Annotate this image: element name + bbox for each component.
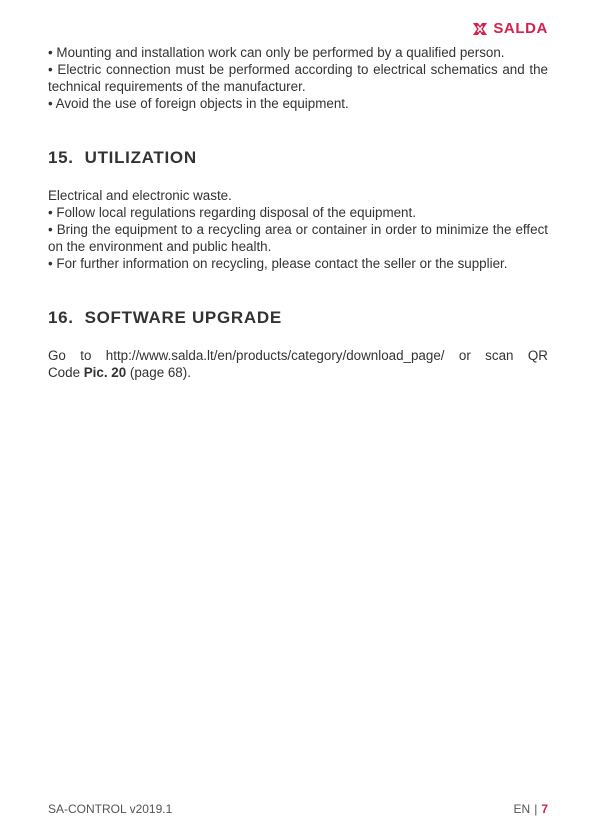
section-title: UTILIZATION: [84, 148, 197, 167]
upgrade-text-start: Code: [48, 365, 84, 380]
intro-bullet: • Mounting and installation work can only be performed by a qualified person.: [48, 45, 505, 60]
upgrade-text-line-2: [48, 364, 548, 381]
utilization-bullet: • Follow local regulations regarding disposal of the equipment.: [48, 205, 416, 220]
page-indicator: [514, 802, 548, 816]
section-number: 15.: [48, 148, 74, 167]
download-url: http://www.salda.lt/en/products/category/download_page/: [105, 348, 445, 363]
brand-logo: [472, 21, 548, 37]
upgrade-text-end: (page 68).: [126, 365, 191, 380]
salda-logo-icon: [472, 22, 488, 36]
brand-name: SALDA: [493, 20, 548, 37]
intro-bullet: • Electric connection must be performed according to electrical schematics and the technical requirements of the manufacturer.: [48, 62, 548, 94]
section-lead: Electrical and electronic waste.: [48, 188, 232, 203]
utilization-bullet: • For further information on recycling, please contact the seller or the supplier.: [48, 256, 508, 271]
footer-separator: |: [534, 802, 538, 816]
picture-reference: Pic. 20: [83, 365, 127, 380]
page-footer: [48, 802, 548, 816]
intro-bullet: • Avoid the use of foreign objects in the equipment.: [48, 96, 349, 111]
upgrade-word: scan: [485, 348, 514, 363]
page-content: [48, 44, 548, 381]
section-heading-software-upgrade: [48, 309, 548, 326]
upgrade-text-line-1: [48, 347, 548, 364]
upgrade-word: QR: [527, 348, 548, 363]
section-title: SOFTWARE UPGRADE: [84, 308, 282, 327]
upgrade-word: or: [458, 348, 471, 363]
section-heading-utilization: [48, 149, 548, 166]
upgrade-word: to: [80, 348, 92, 363]
upgrade-word: Go: [48, 348, 66, 363]
utilization-bullet: • Bring the equipment to a recycling area or container in order to minimize the effect on the environment and public health.: [48, 222, 548, 254]
language-code: EN: [513, 802, 531, 816]
document-version: SA-CONTROL v2019.1: [48, 802, 173, 816]
section-number: 16.: [48, 308, 74, 327]
page-number: 7: [541, 802, 548, 816]
